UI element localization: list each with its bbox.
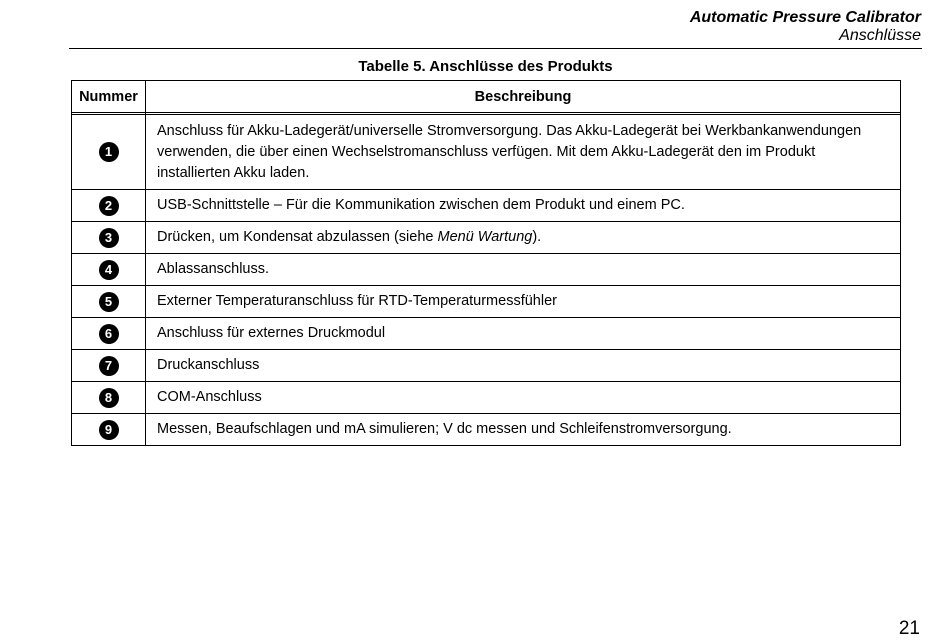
number-badge: 8 <box>99 388 119 408</box>
row-description: Externer Temperaturanschluss für RTD-Temperaturmessfühler <box>146 286 901 318</box>
menu-reference: Menü Wartung <box>437 229 533 245</box>
number-badge: 4 <box>99 260 119 280</box>
document-title: Automatic Pressure Calibrator <box>689 9 921 26</box>
table-row <box>72 350 901 382</box>
number-badge: 1 <box>99 142 119 162</box>
row-description: Druckanschluss <box>146 350 901 382</box>
number-badge: 2 <box>99 196 119 216</box>
page-number: 21 <box>898 618 920 639</box>
table-row <box>72 115 901 190</box>
number-badge: 5 <box>99 292 119 312</box>
table-row <box>72 382 901 414</box>
row-description: Messen, Beaufschlagen und mA simulieren; V dc messen und Schleifenstromversorgung. <box>146 414 901 446</box>
row-description: Anschluss für Akku-Ladegerät/universelle Stromversorgung. Das Akku-Ladegerät bei Werkbankanwendungen verwenden, die über einen Wechselstromanschluss verfügen. Mit dem Akku-Ladegerät den im Produkt installierten Akku laden. <box>146 115 901 190</box>
running-header <box>690 8 921 45</box>
table-caption: Tabelle 5. Anschlüsse des Produkts <box>358 58 613 75</box>
number-badge: 9 <box>99 420 119 440</box>
row-description: Anschluss für externes Druckmodul <box>146 318 901 350</box>
table-row <box>72 414 901 446</box>
number-badge: 3 <box>99 228 119 248</box>
row-description: Drücken, um Kondensat abzulassen (siehe Menü Wartung). <box>146 222 901 254</box>
column-header-number: Nummer <box>72 81 146 113</box>
table-row <box>72 254 901 286</box>
number-badge: 7 <box>99 356 119 376</box>
number-badge: 6 <box>99 324 119 344</box>
row-description: Ablassanschluss. <box>146 254 901 286</box>
table-row <box>72 318 901 350</box>
table-row <box>72 222 901 254</box>
header-rule <box>69 48 922 49</box>
column-header-description: Beschreibung <box>146 81 901 113</box>
table-row <box>72 190 901 222</box>
connections-table <box>71 80 901 446</box>
table-row <box>72 286 901 318</box>
row-description: USB-Schnittstelle – Für die Kommunikation zwischen dem Produkt und einem PC. <box>146 190 901 222</box>
section-title: Anschlüsse <box>839 27 921 44</box>
row-description: COM-Anschluss <box>146 382 901 414</box>
